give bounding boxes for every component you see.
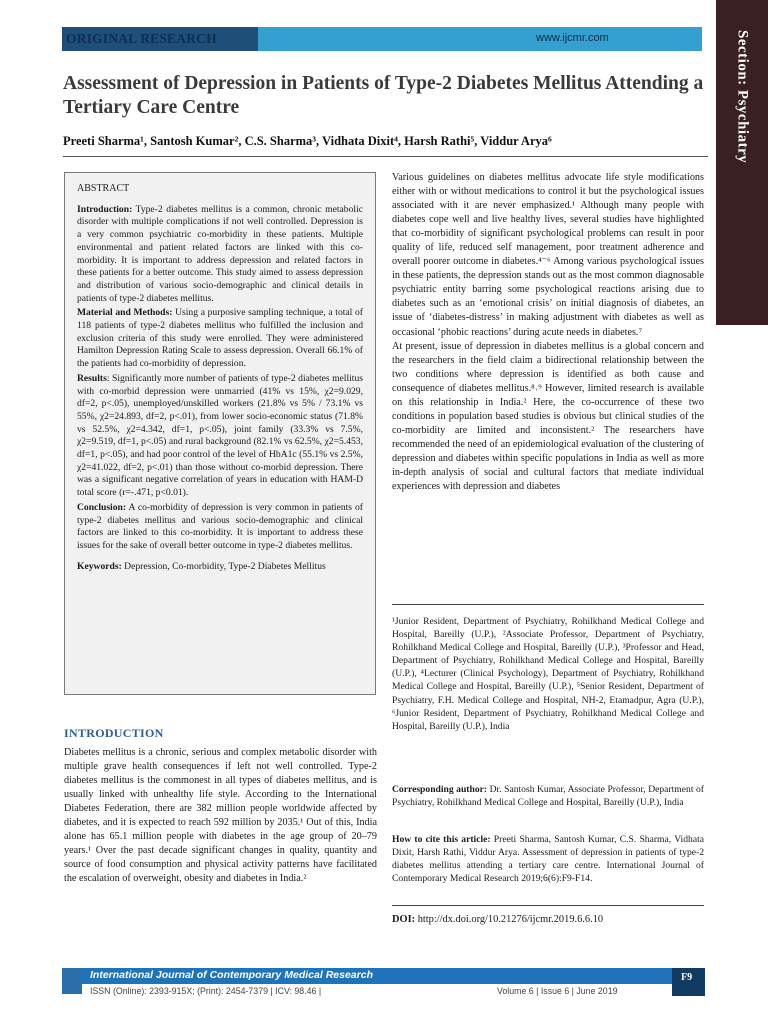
abstract-methods-label: Material and Methods: [77, 307, 173, 319]
abstract-introduction [77, 204, 363, 306]
abstract-keywords [77, 561, 363, 574]
abstract-conclusion [77, 502, 363, 553]
abstract-results [77, 373, 363, 500]
introduction-heading: INTRODUCTION [64, 726, 164, 740]
affiliations: ¹Junior Resident, Department of Psychiatry, Rohilkhand Medical College and Hospital, Bareilly (U.P.), ²Associate Professor, Department of Psychiatry, Rohilkhand Medical College and Hospital, Bareilly (U.P.), ³Professor and Head, Department of Psychiatry, Rohilkhand Medical College and Hospital, Bareilly (U.P.), ⁴Lecturer (Clinical Psychology), Department of Psychiatry, Rohilkhand Medical College and Hospital, Bareilly (U.P.), ⁵Senior Resident, Department of Psychiatry, F.H. Medical College and Hospital, NH-2, Etamadpur, Agra (U.P.), ⁶Junior Resident, Department of Psychiatry, Rohilkhand Medical College and Hospital, Bareilly (U.P.), India [392, 616, 704, 732]
footer-issn: ISSN (Online): 2393-915X; (Print): 2454-7379 | ICV: 98.46 | [90, 986, 322, 996]
abstract-results-label: Results [77, 372, 107, 384]
article-title: Assessment of Depression in Patients of Type-2 Diabetes Mellitus Attending a Tertiary Care Centre [63, 73, 704, 118]
introduction-text: Diabetes mellitus is a chronic, serious and complex metabolic disorder with multiple grave health consequences if left not well controlled. Type-2 diabetes mellitus is the commonest in all types of diabetes mellitus, and is usually linked with unhealthy life style. According to the International Diabetes Federation, there are 382 million people worldwide affected by diabetes, and it is expected to reach 592 million by 2035.¹ Out of this, India alone has 65.1 million people with diabetes in the age group of 20–79 years.¹ Over the past decade significant changes in quality, quantity and source of food consumption and physical activity patterns have facilitated the escalation of overweight, obesity and diabetes in India.² [64, 747, 377, 885]
abstract-conclusion-label: Conclusion: [77, 501, 127, 513]
doi [392, 914, 704, 925]
title-divider [63, 156, 708, 157]
abstract-intro-text: Type-2 diabetes mellitus is a common, chronic metabolic disorder with multiple complications if not well controlled. Depression is a very common psychiatric co-morbidity in these patients. Multiple environmental and patient related factors are linked with this co-morbidity. It is important to address depression and related factors in these patients for a better outcome. This study aimed to assess depression and distribution of various socio-demographic and clinical details in patients of type-2 diabetes mellitus. [77, 203, 363, 304]
citation-label: How to cite this article: [392, 834, 491, 845]
doi-label: DOI: [392, 914, 416, 925]
journal-url: www.ijcmr.com [536, 32, 609, 44]
abstract-heading: ABSTRACT [77, 183, 130, 194]
doi-link[interactable]: http://dx.doi.org/10.21276/ijcmr.2019.6.6.10 [415, 914, 604, 925]
abstract-intro-label: Introduction: [77, 203, 133, 215]
citation [392, 833, 704, 885]
author-list: Preeti Sharma¹, Santosh Kumar², C.S. Sharma³, Vidhata Dixit⁴, Harsh Rathi⁵, Viddur Arya⁶ [63, 134, 552, 148]
abstract-methods-text: Using a purposive sampling technique, a total of 118 patients of type-2 diabetes mellitus who fulfilled the inclusion and exclusion criteria of this study were enrolled. They were administered Hamilton Depression Rating Scale to assess depression. Overall 66.1% of the patients had co-morbidity of depression. [77, 307, 363, 370]
abstract-results-text: : Significantly more number of patients of type-2 diabetes mellitus with co-morbid depression were unmarried (41% vs 15%, χ2=9.029, df=2, p<.05), unemployed/unskilled workers (21.8% vs 5% / 73.1% vs 55%, χ2=24.893, df=2, p<.01), from lower socio-economic status (71.8% vs 52.5%, χ2=4.342, df=1, p<.05), joint family (33.3% vs 7.5%, χ2=9.519, df=1, p<.05) and rural background (82.1% vs 62.5%, χ2=5.453, df=1, p<.05), and had poor control of the level of HbA1c (55.1% vs 2.5%, χ2=41.022, df=2, p<.01) than those without co-morbid depression. There was a significant negative correlation of years in education with HAM-D total score (r=-.471, p<0.01). [77, 372, 363, 499]
corresponding-author-text: Dr. Santosh Kumar, Associate Professor, Department of Psychiatry, Rohilkhand Medical College and Hospital, Bareilly (U.P.), India [392, 784, 704, 809]
abstract-keywords-label: Keywords: [77, 560, 122, 572]
body-paragraph-2: At present, issue of depression in diabetes mellitus is a global concern and the researchers in the field claim a bidirectional relationship between the two conditions where depression is identified as both cause and consequence of diabetes mellitus.⁸˒⁹ However, limited research is available on this relationship in India.² Here, the co-occurrence of these two conditions in population based studies is obvious but clinical studies of the co-morbidity are limited and inconsistent.² The researchers have recommended the need of an epidemiological evaluation of the clustering of depression and diabetes within specific populations in India as well as more in-depth analysis of social and cultural factors that mediate individual experiences with depression and diabetes [392, 340, 704, 493]
abstract-conclusion-text: A co-morbidity of depression is very common in patients of type-2 diabetes mellitus and various socio-demographic and clinical factors are linked to this co-morbidity. It is important to address these issues for the sake of overall better outcome in type-2 diabetes mellitus. [77, 501, 363, 551]
corresponding-author [392, 783, 704, 809]
doi-divider [392, 905, 704, 906]
affiliation-divider [392, 604, 704, 605]
footer-journal-name: International Journal of Contemporary Medical Research [90, 969, 373, 981]
abstract-keywords-text: Depression, Co-morbidity, Type-2 Diabetes Mellitus [121, 560, 326, 572]
citation-text: Preeti Sharma, Santosh Kumar, C.S. Sharma, Vidhata Dixit, Harsh Rathi, Viddur Arya. Assessment of depression in patients of type-2 diabetes mellitus attending a tertiary care centre. International Journal of Contemporary Medical Research 2019;6(6):F9-F14. [392, 834, 704, 885]
corresponding-author-label: Corresponding author: [392, 784, 488, 795]
right-column [392, 171, 704, 494]
footer-volume: Volume 6 | Issue 6 | June 2019 [497, 986, 618, 996]
footer-corner-mark [62, 968, 82, 994]
page-number: F9 [681, 972, 693, 983]
side-tab-label: Section: Psychiatry [734, 30, 751, 164]
footer-line [62, 983, 705, 984]
section-label: ORIGINAL RESEARCH [66, 31, 217, 46]
body-paragraph-1: Various guidelines on diabetes mellitus advocate life style modifications either with or without medications to control it but the psychological issues associated with it are never emphasized.¹ Although many people with diabetes cope well and live healthy lives, several studies have highlighted that co-morbidity of significant psychological problems can result in poor quality of life, reduced self management, poor treatment adherence and overall poorer outcome in diabetes.⁴⁻⁶ Among various psychological issues in these patients, the depression stands out as the most common diagnosable psychiatric entity barring some psychological reactions arising due to diabetes such as an ‘emotional crisis’ on initial diagnosis of diabetes, an issue of ‘diabetes-distress’ in making adjustment with diabetes as well as occasional ‘phobic reactions’ during acute needs in diabetes.⁷ [392, 172, 704, 338]
abstract-methods [77, 307, 363, 371]
abstract-box [64, 172, 376, 695]
